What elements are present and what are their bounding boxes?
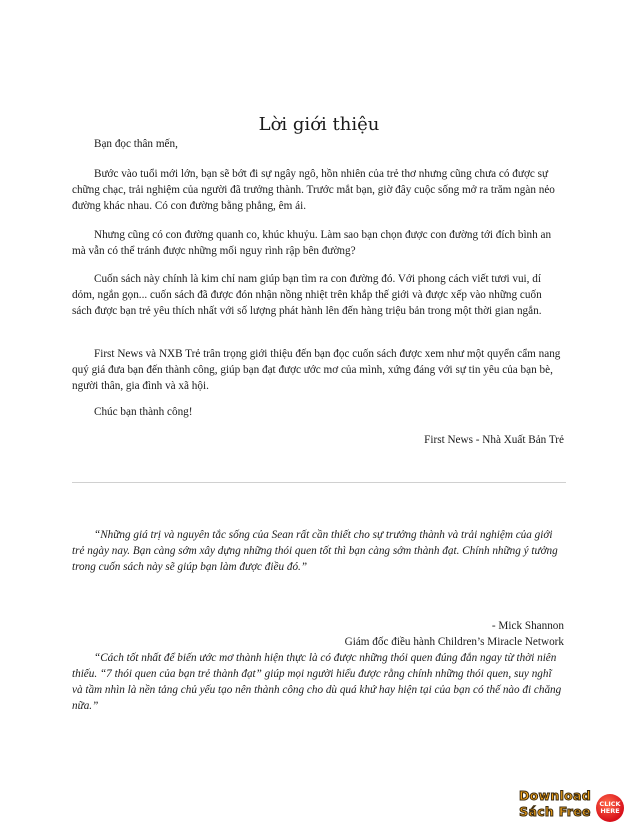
badge-line-2: HERE xyxy=(600,807,620,815)
quote-1-role: Giám đốc điều hành Children’s Miracle Network xyxy=(344,636,564,648)
greeting: Bạn đọc thân mến, xyxy=(94,138,178,150)
badge-line-1: CLICK xyxy=(599,800,621,808)
intro-paragraph-3 xyxy=(72,271,564,319)
quote-1-author: - Mick Shannon xyxy=(491,620,564,632)
download-sach-free-logo[interactable] xyxy=(516,788,626,824)
quote-text: “Cách tốt nhất để biến ước mơ thành hiện thực là có được những thói quen đúng đắn ngay từ thời niên thiếu. “7 thói quen của bạn trẻ thành đạt” giúp mọi người hiểu được rằng chính những thói quen, suy nghĩ và tầm nhìn là nền tảng chủ yếu tạo nên thành công cho dù quá khứ hay hiện tại của bạn có thế nào đi chăng nữa.” xyxy=(72,652,562,712)
paragraph: Cuốn sách này chính là kim chỉ nam giúp bạn tìm ra con đường đó. Với phong cách viết tươi vui, dí dỏm, ngắn gọn... cuốn sách đã được đón nhận nồng nhiệt trên khắp thế giới và được xếp vào những cuốn sách được bạn trẻ yêu thích nhất với số lượng phát hành lên đến hàng triệu bản trong một thời gian ngắn. xyxy=(72,273,542,317)
logo-text xyxy=(516,788,594,820)
logo-line-2: Sách Free xyxy=(519,804,591,819)
divider xyxy=(72,482,566,483)
intro-paragraph-2 xyxy=(72,227,564,259)
signature: First News - Nhà Xuất Bản Trẻ xyxy=(424,434,564,446)
closing-line: Chúc bạn thành công! xyxy=(94,406,193,418)
paragraph: First News và NXB Trẻ trân trọng giới thiệu đến bạn đọc cuốn sách được xem như một quyển cẩm nang quý giá đưa bạn đến thành công, giúp bạn đạt được ước mơ của mình, xứng đáng với sự tin yêu của bạn bè, người thân, gia đình và xã hội. xyxy=(72,348,561,392)
intro-paragraph-4 xyxy=(72,346,564,394)
intro-paragraph-1 xyxy=(72,166,564,214)
closing-block xyxy=(72,404,564,420)
page-title: Lời giới thiệu xyxy=(258,114,380,135)
intro-greeting-block xyxy=(72,136,564,152)
quote-2 xyxy=(72,650,564,714)
click-here-badge-icon[interactable] xyxy=(596,794,624,822)
quote-text: “Những giá trị và nguyên tắc sống của Sean rất cần thiết cho sự trưởng thành và trải nghiệm của giới trẻ ngày nay. Bạn càng sớm xây dựng những thói quen tốt thì bạn càng sớm thành đạt. Chính những ý tưởng trong cuốn sách này sẽ giúp bạn làm được điều đó.” xyxy=(72,529,558,573)
paragraph: Nhưng cũng có con đường quanh co, khúc khuỷu. Làm sao bạn chọn được con đường tới đích bình an mà vẫn có thể tránh được những mối nguy rình rập bên đường? xyxy=(72,229,552,257)
paragraph: Bước vào tuổi mới lớn, bạn sẽ bớt đi sự ngây ngô, hồn nhiên của trẻ thơ nhưng cũng chưa có được sự chững chạc, trải nghiệm của người đã trưởng thành. Trước mắt bạn, giờ đây cuộc sống mở ra trăm ngàn nẻo đường khác nhau. Có con đường bằng phẳng, êm ái. xyxy=(72,168,555,212)
logo-line-1: Download xyxy=(518,788,592,803)
quote-1 xyxy=(72,527,564,575)
